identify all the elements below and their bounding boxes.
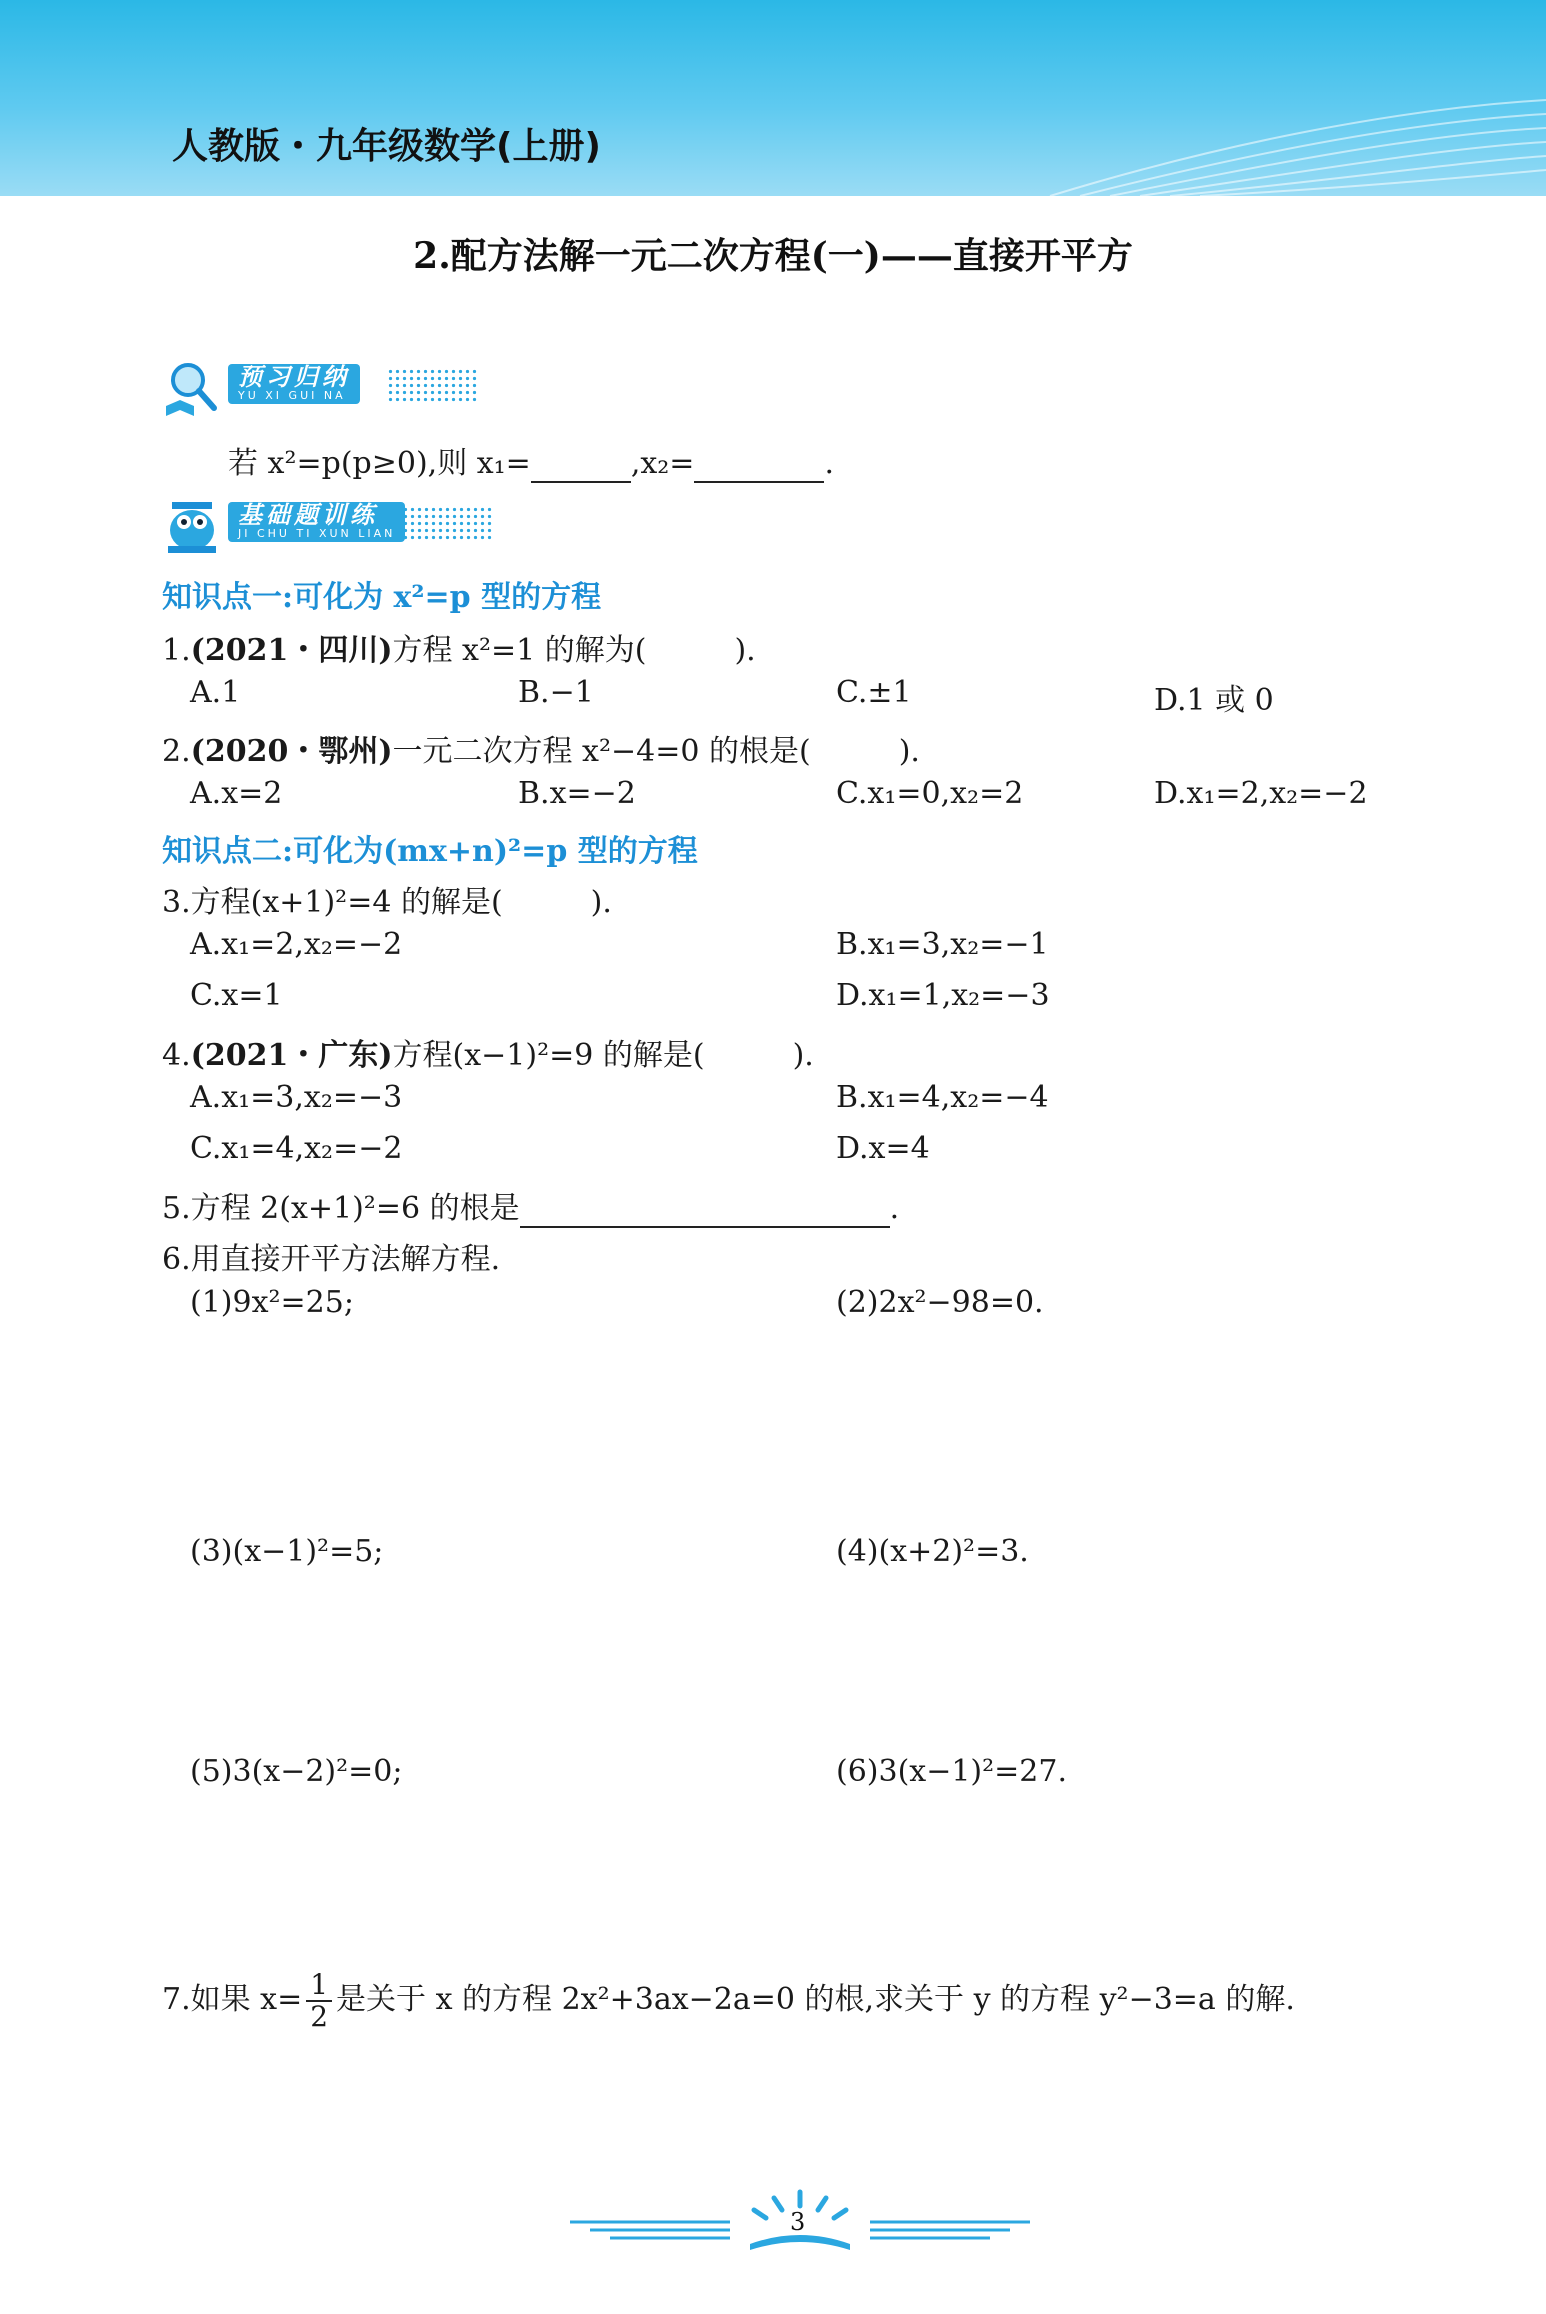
fraction-numerator: 1 xyxy=(306,1970,332,2002)
question-number: 2. xyxy=(162,734,191,769)
q3-option-b[interactable]: B.x₁=3,x₂=−1 xyxy=(836,927,1049,962)
q2-option-c[interactable]: C.x₁=0,x₂=2 xyxy=(836,776,1024,811)
question-end: ). xyxy=(590,885,612,920)
dot-pattern-decoration xyxy=(387,368,477,402)
q7-suffix: 是关于 x 的方程 2x²+3ax−2a=0 的根,求关于 y 的方程 y²−3=a 的解. xyxy=(336,1982,1295,2017)
question-number: 4. xyxy=(162,1038,191,1073)
question-4 xyxy=(162,1030,814,1074)
preview-badge-pinyin: YU XI GUI NA xyxy=(238,389,346,402)
q1-option-b[interactable]: B.−1 xyxy=(518,675,594,710)
question-source: (2020・鄂州) xyxy=(190,734,393,769)
question-end: ). xyxy=(898,734,920,769)
question-source: (2021・四川) xyxy=(190,633,393,668)
preview-text-mid: ,x₂= xyxy=(630,446,695,481)
q3-option-d[interactable]: D.x₁=1,x₂=−3 xyxy=(836,978,1050,1013)
question-5 xyxy=(162,1183,899,1228)
knowledge-point-1: 知识点一:可化为 x²=p 型的方程 xyxy=(162,580,602,615)
preview-text-prefix: 若 x²=p(p≥0),则 x₁= xyxy=(228,446,531,481)
q4-option-c[interactable]: C.x₁=4,x₂=−2 xyxy=(190,1131,403,1166)
question-end: . xyxy=(889,1191,900,1226)
basic-badge-cn: 基础题训练 xyxy=(238,501,378,529)
question-stem: 一元二次方程 x²−4=0 的根是( xyxy=(392,734,811,769)
preview-blank-x2[interactable] xyxy=(694,446,824,483)
q1-option-d[interactable]: D.1 或 0 xyxy=(1154,683,1274,718)
question-stem: 方程 x²=1 的解为( xyxy=(392,633,647,668)
q2-option-a[interactable]: A.x=2 xyxy=(190,776,283,811)
q4-option-d[interactable]: D.x=4 xyxy=(836,1131,930,1166)
owl-mascot-icon xyxy=(162,494,224,556)
question-7 xyxy=(162,1970,1295,2032)
question-2 xyxy=(162,726,920,770)
fraction-denominator: 2 xyxy=(310,2000,329,2033)
preview-blank-x1[interactable] xyxy=(531,446,631,483)
basic-badge-pinyin: JI CHU TI XUN LIAN xyxy=(238,527,396,540)
question-3 xyxy=(162,877,612,921)
question-number: 1. xyxy=(162,633,191,668)
q3-option-a[interactable]: A.x₁=2,x₂=−2 xyxy=(190,927,403,962)
q2-option-b[interactable]: B.x=−2 xyxy=(518,776,636,811)
q5-answer-blank[interactable] xyxy=(520,1191,890,1228)
basic-badge-label xyxy=(228,502,405,542)
q6-part-5: (5)3(x−2)²=0; xyxy=(190,1754,403,1789)
q6-part-4: (4)(x+2)²=3. xyxy=(836,1534,1029,1569)
question-end: ). xyxy=(734,633,756,668)
question-source: (2021・广东) xyxy=(190,1038,393,1073)
book-series-label: 人教版・九年级数学(上册) xyxy=(172,126,601,167)
q3-option-c[interactable]: C.x=1 xyxy=(190,978,283,1013)
fraction-one-half xyxy=(306,1970,332,2032)
q2-option-d[interactable]: D.x₁=2,x₂=−2 xyxy=(1154,776,1368,811)
basic-section-badge xyxy=(162,494,502,550)
q6-part-3: (3)(x−1)²=5; xyxy=(190,1534,384,1569)
question-1 xyxy=(162,625,756,669)
header-banner xyxy=(0,0,1546,196)
page-number: 3 xyxy=(790,2208,806,2236)
preview-badge-label xyxy=(228,364,360,404)
q6-part-1: (1)9x²=25; xyxy=(190,1285,354,1320)
q4-option-b[interactable]: B.x₁=4,x₂=−4 xyxy=(836,1080,1049,1115)
q1-option-c[interactable]: C.±1 xyxy=(836,675,912,710)
question-stem: 5.方程 2(x+1)²=6 的根是 xyxy=(162,1191,520,1226)
question-stem: 方程(x−1)²=9 的解是( xyxy=(392,1038,705,1073)
page-title: 2.配方法解一元二次方程(一)——直接开平方 xyxy=(413,235,1133,277)
question-6: 6.用直接开平方法解方程. xyxy=(162,1242,501,1277)
preview-badge-cn: 预习归纳 xyxy=(238,363,350,391)
q1-option-a[interactable]: A.1 xyxy=(190,675,241,710)
question-stem: 3.方程(x+1)²=4 的解是( xyxy=(162,885,503,920)
q6-part-2: (2)2x²−98=0. xyxy=(836,1285,1044,1320)
q6-part-6: (6)3(x−1)²=27. xyxy=(836,1754,1068,1789)
knowledge-point-2: 知识点二:可化为(mx+n)²=p 型的方程 xyxy=(162,834,698,869)
preview-statement xyxy=(228,438,834,483)
q7-prefix: 7.如果 x= xyxy=(162,1982,303,2017)
question-end: ). xyxy=(792,1038,814,1073)
preview-text-end: . xyxy=(824,446,834,481)
magnifier-book-icon xyxy=(162,356,224,418)
q4-option-a[interactable]: A.x₁=3,x₂=−3 xyxy=(190,1080,403,1115)
dot-pattern-decoration xyxy=(402,506,492,540)
preview-section-badge xyxy=(162,356,482,412)
